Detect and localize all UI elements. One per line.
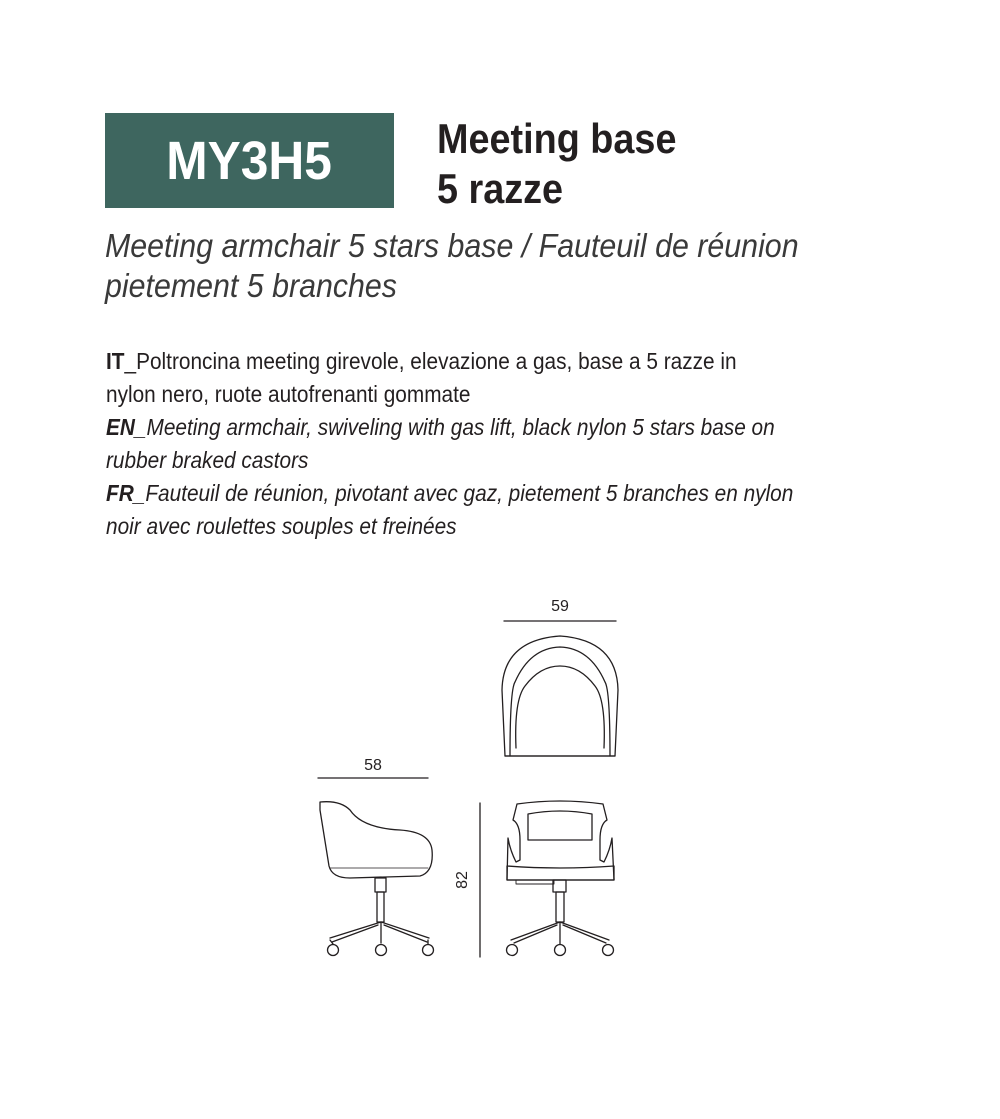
chair-side-view (320, 802, 434, 956)
description-it-line2: nylon nero, ruote autofrenanti gommate (106, 381, 471, 407)
product-title-line2: 5 razze (437, 165, 564, 212)
chair-top-view (502, 636, 618, 756)
product-code-badge (105, 113, 394, 208)
description-en-line2: rubber braked castors (106, 447, 309, 473)
language-code-fr: FR (106, 480, 134, 506)
dimension-depth-label: 58 (364, 757, 382, 774)
product-code: MY3H5 (166, 130, 333, 191)
description-it-text1: _Poltroncina meeting girevole, elevazione a gas, base a 5 razze in (124, 348, 737, 374)
product-title (437, 114, 703, 214)
dimension-height-label: 82 (454, 871, 471, 889)
language-code-en: EN (106, 414, 135, 440)
technical-drawing (0, 580, 1000, 980)
product-subtitle (105, 226, 804, 306)
dimension-width-label: 59 (551, 598, 569, 615)
product-title-line1: Meeting base (437, 115, 677, 162)
chair-front-view (507, 801, 615, 956)
subtitle-line1: Meeting armchair 5 stars base / Fauteuil de réunion (105, 227, 799, 264)
description-en-line1 (106, 411, 830, 444)
description-block (106, 345, 830, 543)
description-fr-line2: noir avec roulettes souples et freinées (106, 513, 457, 539)
description-fr-text1: _Fauteuil de réunion, pivotant avec gaz, pietement 5 branches en nylon (133, 480, 794, 506)
description-it-line1 (106, 345, 830, 378)
description-en-text1: _Meeting armchair, swiveling with gas lift, black nylon 5 stars base on (134, 414, 775, 440)
language-code-it: IT (106, 348, 125, 374)
description-fr-line1 (106, 477, 830, 510)
subtitle-line2: pietement 5 branches (105, 267, 397, 304)
